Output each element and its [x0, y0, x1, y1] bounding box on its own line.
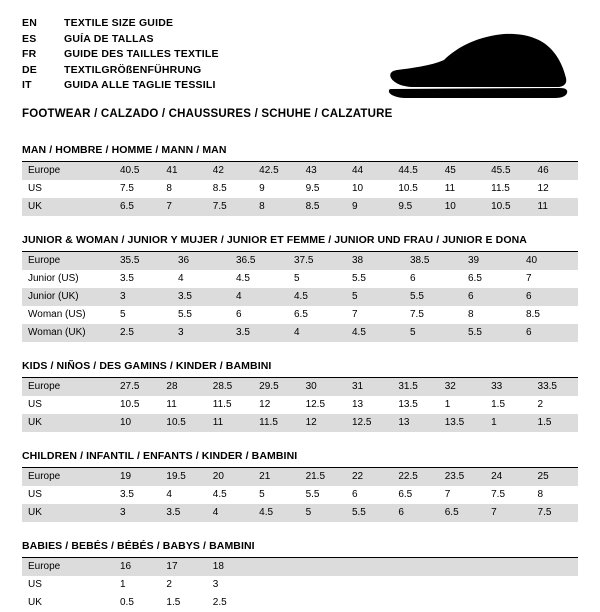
- row-label: US: [28, 183, 42, 194]
- row-label: Europe: [22, 558, 114, 576]
- cell: 3.5: [172, 288, 230, 306]
- cell: 4: [166, 489, 172, 500]
- size-block-junior-woman: [22, 234, 578, 342]
- cell: 38: [346, 252, 404, 270]
- cell: 6.5: [398, 489, 413, 500]
- cell: 8: [166, 183, 172, 194]
- cell: 5.5: [346, 504, 392, 522]
- cell-empty: [253, 594, 299, 612]
- size-table-children: [22, 468, 578, 522]
- cell: 5.5: [305, 489, 320, 500]
- cell: 6: [520, 324, 578, 342]
- cell: 11.5: [253, 414, 299, 432]
- cell: 13: [392, 414, 438, 432]
- cell: 1: [485, 414, 531, 432]
- cell: 4: [288, 324, 346, 342]
- language-title: GUIDA ALLE TAGLIE TESSILI: [64, 79, 216, 91]
- cell: 9.5: [305, 183, 320, 194]
- cell: 5: [346, 288, 404, 306]
- table-row: [22, 162, 578, 180]
- cell: 8.5: [212, 183, 227, 194]
- cell-empty: [300, 594, 346, 612]
- cell-empty: [532, 558, 578, 576]
- row-label: Europe: [22, 468, 114, 486]
- cell: 4.5: [288, 288, 346, 306]
- row-label: Woman (US): [28, 309, 86, 320]
- page-header: [22, 16, 578, 120]
- footwear-section-title: FOOTWEAR / CALZADO / CHAUSSURES / SCHUHE / CALZATURE: [22, 107, 393, 120]
- language-code: EN: [22, 17, 37, 29]
- table-row: [22, 324, 578, 342]
- cell: 3: [114, 288, 172, 306]
- cell: 6: [410, 273, 416, 284]
- cell-empty: [532, 594, 578, 612]
- cell: 43: [300, 162, 346, 180]
- cell: 11: [166, 399, 177, 410]
- cell: 20: [207, 468, 253, 486]
- table-row: [22, 270, 578, 288]
- table-row: [22, 252, 578, 270]
- cell: 4.5: [236, 273, 250, 284]
- row-label: Woman (UK): [22, 324, 114, 342]
- cell: 7: [526, 273, 532, 284]
- cell: 3.5: [230, 324, 288, 342]
- table-row: [22, 288, 578, 306]
- cell-empty: [485, 576, 531, 594]
- table-row: [22, 504, 578, 522]
- language-title: TEXTILE SIZE GUIDE: [64, 17, 174, 29]
- cell: 4: [207, 504, 253, 522]
- cell-empty: [439, 558, 485, 576]
- cell: 7.5: [410, 309, 424, 320]
- cell: 31: [346, 378, 392, 396]
- size-block-man: [22, 144, 578, 216]
- size-table-kids: [22, 378, 578, 432]
- cell: 10.5: [398, 183, 418, 194]
- cell-empty: [346, 594, 392, 612]
- row-label: US: [28, 399, 42, 410]
- cell: 6: [392, 504, 438, 522]
- row-label: Junior (UK): [22, 288, 114, 306]
- cell: 3.5: [120, 273, 134, 284]
- cell: 3: [212, 579, 219, 590]
- table-row: [22, 378, 578, 396]
- cell: 39: [462, 252, 520, 270]
- language-title: TEXTILGRÖßENFÜHRUNG: [64, 63, 202, 76]
- cell: 4.5: [253, 504, 299, 522]
- block-title: JUNIOR & WOMAN / JUNIOR Y MUJER / JUNIOR ET FEMME / JUNIOR UND FRAU / JUNIOR E DONA: [22, 234, 578, 252]
- cell: 28.5: [207, 378, 253, 396]
- cell: 10.5: [120, 399, 140, 410]
- cell: 25: [532, 468, 578, 486]
- cell: 6: [236, 309, 242, 320]
- cell: 1.5: [166, 597, 181, 608]
- size-table-junior-woman: [22, 252, 578, 342]
- row-label: UK: [28, 597, 42, 608]
- table-row: [22, 198, 578, 216]
- cell-empty: [485, 594, 531, 612]
- cell: 32: [439, 378, 485, 396]
- cell-empty: [253, 558, 299, 576]
- row-label: UK: [22, 198, 114, 216]
- size-table-man: [22, 162, 578, 216]
- cell: 33: [485, 378, 531, 396]
- cell: 11: [207, 414, 253, 432]
- cell: 8: [468, 309, 474, 320]
- block-title: BABIES / BEBÉS / BÉBÉS / BABYS / BAMBINI: [22, 540, 578, 558]
- block-title: CHILDREN / INFANTIL / ENFANTS / KINDER / BAMBINI: [22, 450, 578, 468]
- cell-empty: [346, 576, 392, 594]
- cell: 6.5: [294, 309, 308, 320]
- language-row: [22, 78, 219, 94]
- cell: 7.5: [491, 489, 506, 500]
- cell: 10.5: [485, 198, 531, 216]
- cell: 6.5: [114, 198, 160, 216]
- cell: 5.5: [462, 324, 520, 342]
- cell: 28: [160, 378, 206, 396]
- row-label: Europe: [22, 162, 114, 180]
- cell: 22: [346, 468, 392, 486]
- row-label: Europe: [22, 378, 114, 396]
- cell: 38.5: [404, 252, 462, 270]
- cell: 19.5: [160, 468, 206, 486]
- table-row: [22, 576, 578, 594]
- language-code: IT: [22, 79, 32, 91]
- cell: 29.5: [253, 378, 299, 396]
- language-row: [22, 47, 219, 63]
- cell: 6: [351, 489, 358, 500]
- cell: 11.5: [212, 399, 232, 410]
- table-row: [22, 558, 578, 576]
- size-block-children: [22, 450, 578, 522]
- cell: 13.5: [398, 399, 418, 410]
- language-row: [22, 63, 219, 79]
- cell: 41: [160, 162, 206, 180]
- cell-empty: [392, 594, 438, 612]
- cell: 4.5: [346, 324, 404, 342]
- cell: 10: [439, 198, 485, 216]
- cell: 30: [300, 378, 346, 396]
- cell: 16: [114, 558, 160, 576]
- cell: 42: [207, 162, 253, 180]
- table-row: [22, 306, 578, 324]
- cell: 6: [462, 288, 520, 306]
- cell: 7: [160, 198, 206, 216]
- cell: 36: [172, 252, 230, 270]
- cell: 1.5: [491, 399, 506, 410]
- language-title: GUÍA DE TALLAS: [64, 32, 154, 45]
- cell: 8.5: [526, 309, 540, 320]
- cell: 12.5: [346, 414, 392, 432]
- cell: 10: [351, 183, 364, 194]
- cell-empty: [346, 558, 392, 576]
- cell: 46: [532, 162, 578, 180]
- cell: 6: [520, 288, 578, 306]
- cell: 4.5: [212, 489, 227, 500]
- cell: 4: [178, 273, 184, 284]
- cell: 2.5: [212, 597, 227, 608]
- cell: 21: [253, 468, 299, 486]
- cell: 11.5: [491, 183, 510, 194]
- cell: 24: [485, 468, 531, 486]
- block-title: MAN / HOMBRE / HOMME / MANN / MAN: [22, 144, 578, 162]
- cell: 31.5: [392, 378, 438, 396]
- cell-empty: [439, 576, 485, 594]
- cell: 0.5: [120, 597, 134, 608]
- cell-empty: [253, 576, 299, 594]
- cell: 5.5: [404, 288, 462, 306]
- cell: 17: [160, 558, 206, 576]
- cell: 1: [120, 579, 126, 590]
- cell: 35.5: [114, 252, 172, 270]
- cell: 5: [300, 504, 346, 522]
- size-block-kids: [22, 360, 578, 432]
- cell: 36.5: [230, 252, 288, 270]
- cell: 2.5: [114, 324, 172, 342]
- cell: 1: [444, 399, 451, 410]
- cell: 7.5: [207, 198, 253, 216]
- row-label: UK: [22, 414, 114, 432]
- cell-empty: [485, 558, 531, 576]
- cell: 5: [294, 273, 300, 284]
- cell: 3.5: [160, 504, 206, 522]
- size-table-babies: [22, 558, 578, 612]
- cell: 6.5: [439, 504, 485, 522]
- cell: 5: [120, 309, 126, 320]
- cell-empty: [392, 558, 438, 576]
- language-title-list: [22, 16, 219, 94]
- cell: 22.5: [392, 468, 438, 486]
- size-block-babies: [22, 540, 578, 612]
- cell: 2: [537, 399, 544, 410]
- cell: 21.5: [300, 468, 346, 486]
- language-title: GUIDE DES TAILLES TEXTILE: [64, 48, 219, 60]
- cell: 4: [230, 288, 288, 306]
- cell: 11: [444, 183, 456, 194]
- cell: 7.5: [120, 183, 134, 194]
- cell: 12: [300, 414, 346, 432]
- table-row: [22, 180, 578, 198]
- cell: 13: [351, 399, 364, 410]
- cell: 12: [259, 399, 271, 410]
- cell: 5: [259, 489, 265, 500]
- table-row: [22, 396, 578, 414]
- cell: 12.5: [305, 399, 326, 410]
- block-title: KIDS / NIÑOS / DES GAMINS / KINDER / BAMBINI: [22, 360, 578, 378]
- table-row: [22, 468, 578, 486]
- cell-empty: [300, 558, 346, 576]
- cell: 45: [439, 162, 485, 180]
- cell: 8: [253, 198, 299, 216]
- cell: 5: [404, 324, 462, 342]
- cell: 42.5: [253, 162, 299, 180]
- row-label: Junior (US): [28, 273, 79, 284]
- cell: 40.5: [114, 162, 160, 180]
- cell: 5.5: [178, 309, 192, 320]
- cell: 6.5: [468, 273, 482, 284]
- cell: 7: [485, 504, 531, 522]
- cell: 45.5: [485, 162, 531, 180]
- cell: 7: [352, 309, 358, 320]
- cell: 3: [114, 504, 160, 522]
- cell: 7: [444, 489, 451, 500]
- row-label: US: [28, 489, 42, 500]
- language-row: [22, 32, 219, 48]
- cell: 40: [520, 252, 578, 270]
- cell: 23.5: [439, 468, 485, 486]
- table-row: [22, 486, 578, 504]
- language-code: FR: [22, 48, 37, 60]
- cell: 44.5: [392, 162, 438, 180]
- cell: 9.5: [392, 198, 438, 216]
- cell: 1.5: [532, 414, 578, 432]
- cell: 33.5: [532, 378, 578, 396]
- cell: 37.5: [288, 252, 346, 270]
- cell: 3: [172, 324, 230, 342]
- cell: 9: [346, 198, 392, 216]
- cell: 2: [166, 579, 172, 590]
- cell: 8.5: [300, 198, 346, 216]
- language-row: [22, 16, 219, 32]
- language-code: DE: [22, 63, 37, 76]
- cell: 10: [114, 414, 160, 432]
- cell: 13.5: [439, 414, 485, 432]
- cell: 7.5: [532, 504, 578, 522]
- cell: 12: [537, 183, 549, 194]
- table-row: [22, 414, 578, 432]
- cell: 5.5: [352, 273, 366, 284]
- cell: 9: [259, 183, 265, 194]
- row-label: UK: [22, 504, 114, 522]
- language-code: ES: [22, 32, 37, 45]
- cell-empty: [392, 576, 438, 594]
- row-label: Europe: [22, 252, 114, 270]
- cell: 44: [346, 162, 392, 180]
- dress-shoe-icon: [384, 32, 570, 102]
- cell: 8: [537, 489, 544, 500]
- cell-empty: [532, 576, 578, 594]
- cell: 27.5: [114, 378, 160, 396]
- cell: 19: [114, 468, 160, 486]
- cell-empty: [439, 594, 485, 612]
- row-label: US: [28, 579, 42, 590]
- cell-empty: [300, 576, 346, 594]
- cell: 3.5: [120, 489, 134, 500]
- cell: 11: [532, 198, 578, 216]
- table-row: [22, 594, 578, 612]
- cell: 10.5: [160, 414, 206, 432]
- cell: 18: [207, 558, 253, 576]
